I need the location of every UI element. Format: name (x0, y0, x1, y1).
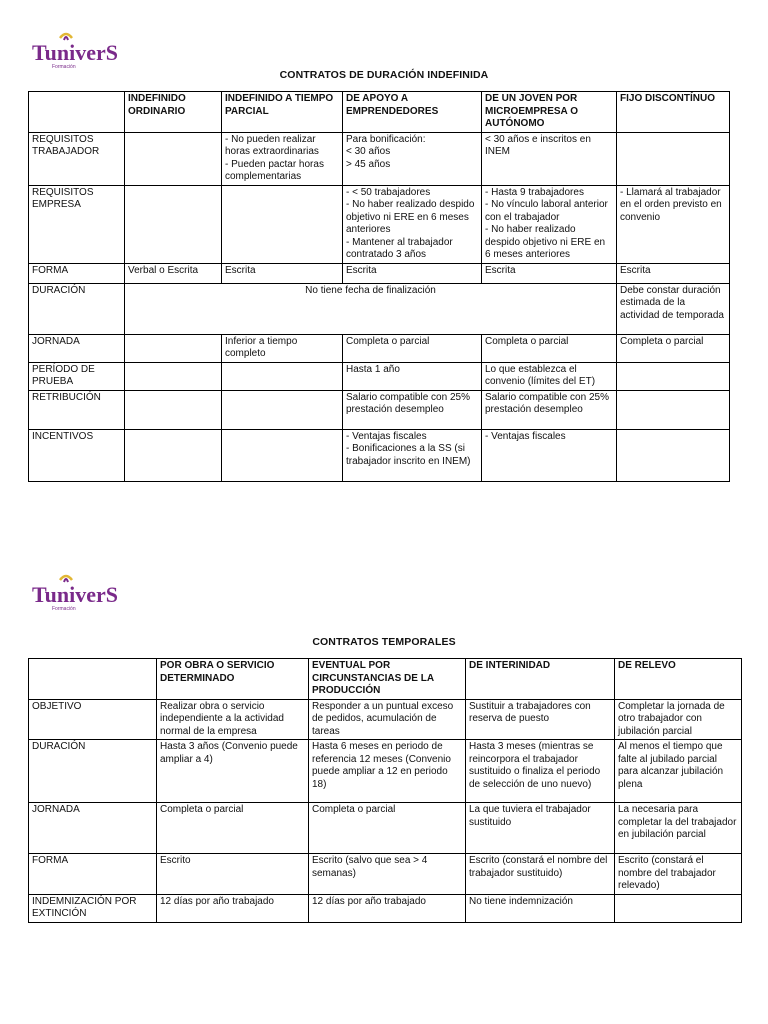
table-cell: Al menos el tiempo que falte al jubilado parcial para alcanzar jubilación plena (615, 740, 742, 803)
cell-line: - No haber realizado despido objetivo ni ERE en 6 meses anteriores (346, 199, 475, 235)
table-cell: Escrito (constará el nombre del trabajador relevado) (615, 854, 742, 895)
table1-header-cell: FIJO DISCONTÍNUO (617, 92, 730, 133)
table-cell: Hasta 3 meses (mientras se reincorpora el trabajador sustituido o finaliza el periodo de selección de uno nuevo) (466, 740, 615, 803)
table1-header-cell: INDEFINIDO A TIEMPO PARCIAL (222, 92, 343, 133)
cell-line: < 30 años (346, 146, 391, 157)
table-cell: Sustituir a trabajadores con reserva de puesto (466, 699, 615, 740)
table-cell: Hasta 3 años (Convenio puede ampliar a 4) (157, 740, 309, 803)
cell-line: - Mantener al trabajador contratado 3 años (346, 236, 453, 260)
table-cell (343, 429, 482, 481)
cell-line: Para bonificación: (346, 133, 426, 145)
table2-header-row (29, 659, 742, 700)
table-cell (125, 334, 222, 362)
table-temporales (28, 658, 742, 923)
row-label: INCENTIVOS (29, 429, 125, 481)
table-row (29, 132, 730, 185)
table-cell: Lo que establezca el convenio (límites del ET) (482, 362, 617, 390)
table-cell: Verbal o Escrita (125, 263, 222, 283)
table-cell (125, 390, 222, 429)
cell-line: - < 50 trabajadores (346, 186, 431, 198)
table-row (29, 334, 730, 362)
svg-text:Formación: Formación (52, 64, 76, 70)
row-label: REQUISITOS TRABAJADOR (29, 132, 125, 185)
table2-header-cell: DE INTERINIDAD (466, 659, 615, 700)
row-label: REQUISITOS EMPRESA (29, 185, 125, 263)
table-row (29, 429, 730, 481)
table-cell: Escrita (343, 263, 482, 283)
svg-text:TuniverS: TuniverS (32, 582, 119, 607)
row-label: PERÍODO DE PRUEBA (29, 362, 125, 390)
table-row (29, 894, 742, 922)
table-cell (617, 132, 730, 185)
table-cell: Completa o parcial (482, 334, 617, 362)
table-cell: La que tuviera el trabajador sustituido (466, 803, 615, 854)
table-cell (617, 390, 730, 429)
cell-line: - No vínculo laboral anterior con el trabajador (485, 199, 608, 223)
table-row (29, 283, 730, 334)
table-cell: Completa o parcial (617, 334, 730, 362)
table-cell: - Llamará al trabajador en el orden previsto en convenio (617, 185, 730, 263)
table-indefinidos (28, 91, 730, 482)
table-cell (343, 132, 482, 185)
table-cell: Hasta 6 meses en periodo de referencia 12 meses (Convenio puede ampliar a 12 en periodo 18) (309, 740, 466, 803)
table-cell (125, 429, 222, 481)
table-row (29, 362, 730, 390)
svg-text:Formación: Formación (52, 606, 76, 612)
table-cell: Hasta 1 año (343, 362, 482, 390)
row-label: DURACIÓN (29, 283, 125, 334)
table-cell: Completa o parcial (343, 334, 482, 362)
table-cell: Realizar obra o servicio independiente a la actividad normal de la empresa (157, 699, 309, 740)
table-cell (222, 185, 343, 263)
table-cell: No tiene indemnización (466, 894, 615, 922)
table-cell: 12 días por año trabajado (309, 894, 466, 922)
table-row (29, 263, 730, 283)
table-cell (482, 185, 617, 263)
table-cell (615, 894, 742, 922)
table-cell (222, 362, 343, 390)
table-cell (343, 185, 482, 263)
cell-line: - Bonificaciones a la SS (si trabajador inscrito en INEM) (346, 443, 471, 467)
table1-header-cell: INDEFINIDO ORDINARIO (125, 92, 222, 133)
table-cell: Completa o parcial (157, 803, 309, 854)
merged-cell: No tiene fecha de finalización (125, 283, 617, 334)
table1-header-row (29, 92, 730, 133)
row-label: JORNADA (29, 334, 125, 362)
table-cell: Responder a un puntual exceso de pedidos, acumulación de tareas (309, 699, 466, 740)
table-cell: Completa o parcial (309, 803, 466, 854)
table2-header-cell: DE RELEVO (615, 659, 742, 700)
table-cell: < 30 años e inscritos en INEM (482, 132, 617, 185)
table-cell: Escrita (222, 263, 343, 283)
table1-header-cell (29, 92, 125, 133)
table-cell (222, 132, 343, 185)
logo-bottom (30, 570, 119, 612)
table-cell (617, 429, 730, 481)
row-label: INDEMNIZACIÓN POR EXTINCIÓN (29, 894, 157, 922)
cell-line: - Hasta 9 trabajadores (485, 186, 584, 198)
table2-header-cell (29, 659, 157, 700)
cell-line: > 45 años (346, 158, 391, 170)
row-label: FORMA (29, 263, 125, 283)
table-cell: Inferior a tiempo completo (222, 334, 343, 362)
table2-header-cell: EVENTUAL POR CIRCUNSTANCIAS DE LA PRODUCCIÓN (309, 659, 466, 700)
table-cell (125, 362, 222, 390)
logo-top (30, 28, 119, 70)
table-row (29, 185, 730, 263)
table-cell: Escrito (salvo que sea > 4 semanas) (309, 854, 466, 895)
row-label: OBJETIVO (29, 699, 157, 740)
table2-title: CONTRATOS TEMPORALES (312, 636, 456, 648)
table-cell: Escrita (617, 263, 730, 283)
cell-line: - No haber realizado despido objetivo ni ERE en 6 meses anteriores (485, 224, 606, 260)
logo-graphic-icon (30, 570, 119, 612)
table-cell (222, 429, 343, 481)
table1-header-cell: DE APOYO A EMPRENDEDORES (343, 92, 482, 133)
row-label: DURACIÓN (29, 740, 157, 803)
table-cell: Escrita (482, 263, 617, 283)
table-cell: - Ventajas fiscales (482, 429, 617, 481)
table-cell: Salario compatible con 25% prestación desempleo (343, 390, 482, 429)
table1-title: CONTRATOS DE DURACIÓN INDEFINIDA (279, 69, 489, 81)
table-row (29, 740, 742, 803)
row-label: RETRIBUCIÓN (29, 390, 125, 429)
cell-line: - Pueden pactar horas complementarias (225, 158, 324, 182)
table-row (29, 803, 742, 854)
table-cell: La necesaria para completar la del trabajador en jubilación parcial (615, 803, 742, 854)
table-cell: Completar la jornada de otro trabajador con jubilación parcial (615, 699, 742, 740)
cell-line: - Ventajas fiscales (346, 430, 427, 442)
table-cell (125, 132, 222, 185)
table-cell (222, 390, 343, 429)
cell-line: - No pueden realizar horas extraordinarias (225, 133, 319, 157)
table1-header-cell: DE UN JOVEN POR MICROEMPRESA O AUTÓNOMO (482, 92, 617, 133)
table-cell: Escrito (constará el nombre del trabajador sustituido) (466, 854, 615, 895)
row-label: FORMA (29, 854, 157, 895)
table-row (29, 854, 742, 895)
table-row (29, 390, 730, 429)
table-cell: Salario compatible con 25% prestación desempleo (482, 390, 617, 429)
table2-header-cell: POR OBRA O SERVICIO DETERMINADO (157, 659, 309, 700)
table-cell (125, 185, 222, 263)
table-cell (617, 362, 730, 390)
svg-text:TuniverS: TuniverS (32, 40, 119, 65)
table-cell: 12 días por año trabajado (157, 894, 309, 922)
row-label: JORNADA (29, 803, 157, 854)
table-cell: Escrito (157, 854, 309, 895)
logo-graphic-icon (30, 28, 119, 70)
table-cell: Debe constar duración estimada de la actividad de temporada (617, 283, 730, 334)
table-row (29, 699, 742, 740)
